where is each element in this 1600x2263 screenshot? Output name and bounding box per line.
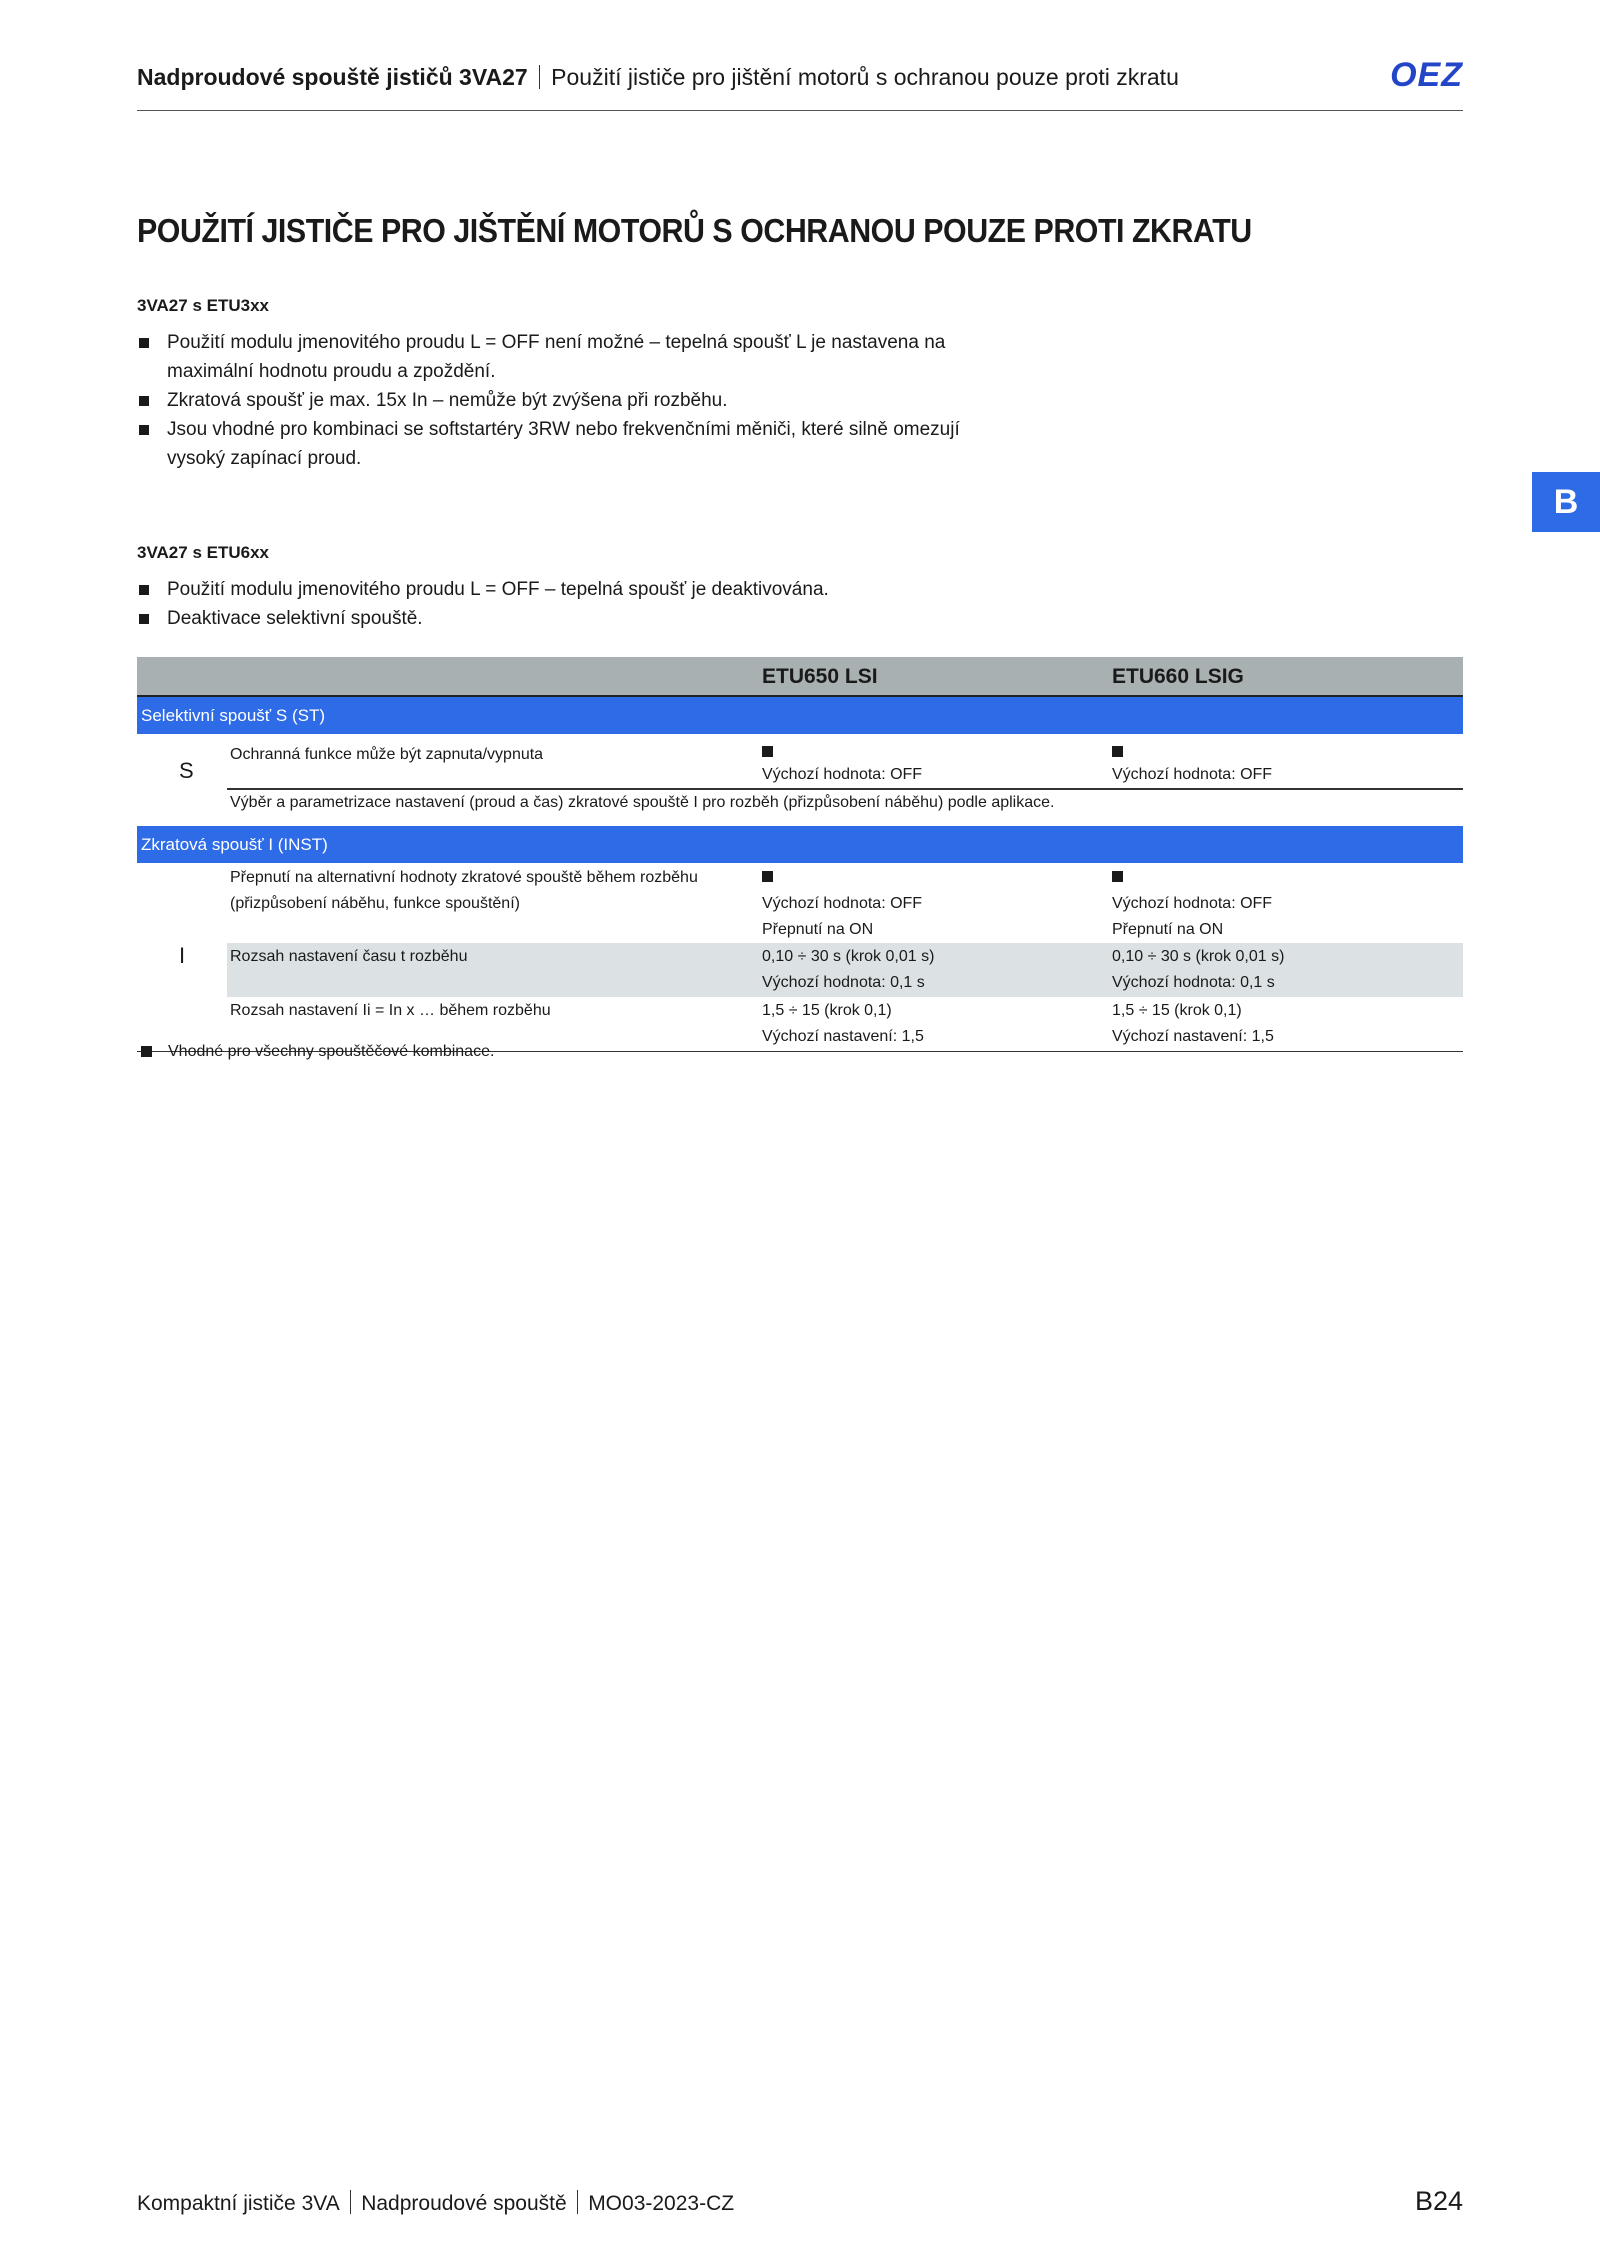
header-separator [539, 65, 541, 89]
check-square-icon [1112, 865, 1123, 891]
list-item: Použití modulu jmenovitého proudu L = OFF – tepelná spoušť je deaktivována. [137, 575, 1017, 604]
list-item: Zkratová spoušť je max. 15x In – nemůže být zvýšena při rozběhu. [137, 386, 1017, 415]
footer-separator [577, 2190, 579, 2214]
footer-separator [350, 2190, 352, 2214]
table-cell: Výchozí hodnota: OFF [1112, 895, 1273, 912]
bullet-list-etu6xx [137, 575, 1017, 633]
section-title-etu6xx: 3VA27 s ETU6xx [137, 543, 269, 562]
row-label: (přizpůsobení náběhu, funkce spouštění) [230, 895, 520, 912]
list-item: Jsou vhodné pro kombinaci se softstartéry 3RW nebo frekvenčními měniči, které silně omezují vysoký zapínací proud. [137, 415, 1017, 473]
column-header-etu660: ETU660 LSIG [1112, 665, 1244, 688]
page-footer [137, 2184, 1463, 2224]
bullet-list-etu3xx [137, 328, 1017, 473]
table-block-i [137, 863, 1463, 1052]
header-title [137, 64, 1179, 91]
table-cell: Výchozí hodnota: 0,1 s [1112, 974, 1275, 991]
table-cell: 1,5 ÷ 15 (krok 0,1) [1112, 1002, 1242, 1019]
row-letter-i: I [179, 943, 186, 968]
table-footnote [137, 1043, 494, 1061]
table-cell: Výchozí hodnota: 0,1 s [762, 974, 925, 991]
table-cell: Výchozí hodnota: OFF [762, 766, 923, 783]
table-cell: 0,10 ÷ 30 s (krok 0,01 s) [762, 948, 935, 965]
column-header-etu650: ETU650 LSI [762, 665, 878, 688]
table-header-row [137, 657, 1463, 697]
table-cell: Výchozí nastavení: 1,5 [1112, 1028, 1274, 1045]
row-label: Rozsah nastavení Ii = In x … během rozběhu [230, 1002, 551, 1019]
table-cell: Přepnutí na ON [1112, 921, 1224, 938]
check-square-icon [762, 865, 773, 891]
row-label: Přepnutí na alternativní hodnoty zkratové spouště během rozběhu [230, 869, 698, 886]
legend-square-icon [141, 1046, 152, 1057]
chapter-tab: B [1532, 472, 1600, 532]
footnote-text: Vhodné pro všechny spouštěčové kombinace. [168, 1043, 495, 1060]
header-title-bold: Nadproudové spouště jističů 3VA27 [137, 64, 528, 90]
page-title: POUŽITÍ JISTIČE PRO JIŠTĚNÍ MOTORŮ S OCHRANOU POUZE PROTI ZKRATU [137, 212, 1252, 249]
table-cell: Výchozí hodnota: OFF [762, 895, 923, 912]
table-cell: Výchozí nastavení: 1,5 [762, 1028, 924, 1045]
table-block-s [137, 734, 1463, 826]
row-label: Rozsah nastavení času t rozběhu [230, 948, 468, 965]
table-cell: Výchozí hodnota: OFF [1112, 766, 1273, 783]
table-note: Výběr a parametrizace nastavení (proud a čas) zkratové spouště I pro rozběh (přizpůsobení náběhu) podle aplikace. [230, 794, 1055, 811]
table-cell: 0,10 ÷ 30 s (krok 0,01 s) [1112, 948, 1285, 965]
list-item: Deaktivace selektivní spouště. [137, 604, 1017, 633]
footer-part: Nadproudové spouště [361, 2192, 567, 2215]
oez-logo: OEZ [1390, 56, 1463, 94]
list-item: Použití modulu jmenovitého proudu L = OFF není možné – tepelná spoušť L je nastavena na maximální hodnotu proudu a zpoždění. [137, 328, 1017, 386]
page-header [137, 56, 1463, 111]
section-row-short-circuit: Zkratová spoušť I (INST) [137, 826, 1463, 863]
footer-part: Kompaktní jističe 3VA [137, 2192, 340, 2215]
settings-table [137, 657, 1463, 1052]
section-row-selective: Selektivní spoušť S (ST) [137, 697, 1463, 734]
row-letter-s: S [179, 758, 194, 783]
table-cell: 1,5 ÷ 15 (krok 0,1) [762, 1002, 892, 1019]
table-cell: Přepnutí na ON [762, 921, 874, 938]
header-title-rest: Použití jističe pro jištění motorů s ochranou pouze proti zkratu [551, 64, 1179, 90]
footer-part: MO03-2023-CZ [588, 2192, 735, 2215]
footer-breadcrumb [137, 2190, 734, 2216]
section-title-etu3xx: 3VA27 s ETU3xx [137, 296, 269, 315]
page-number: B24 [1414, 2186, 1463, 2216]
row-label: Ochranná funkce může být zapnuta/vypnuta [230, 746, 544, 763]
